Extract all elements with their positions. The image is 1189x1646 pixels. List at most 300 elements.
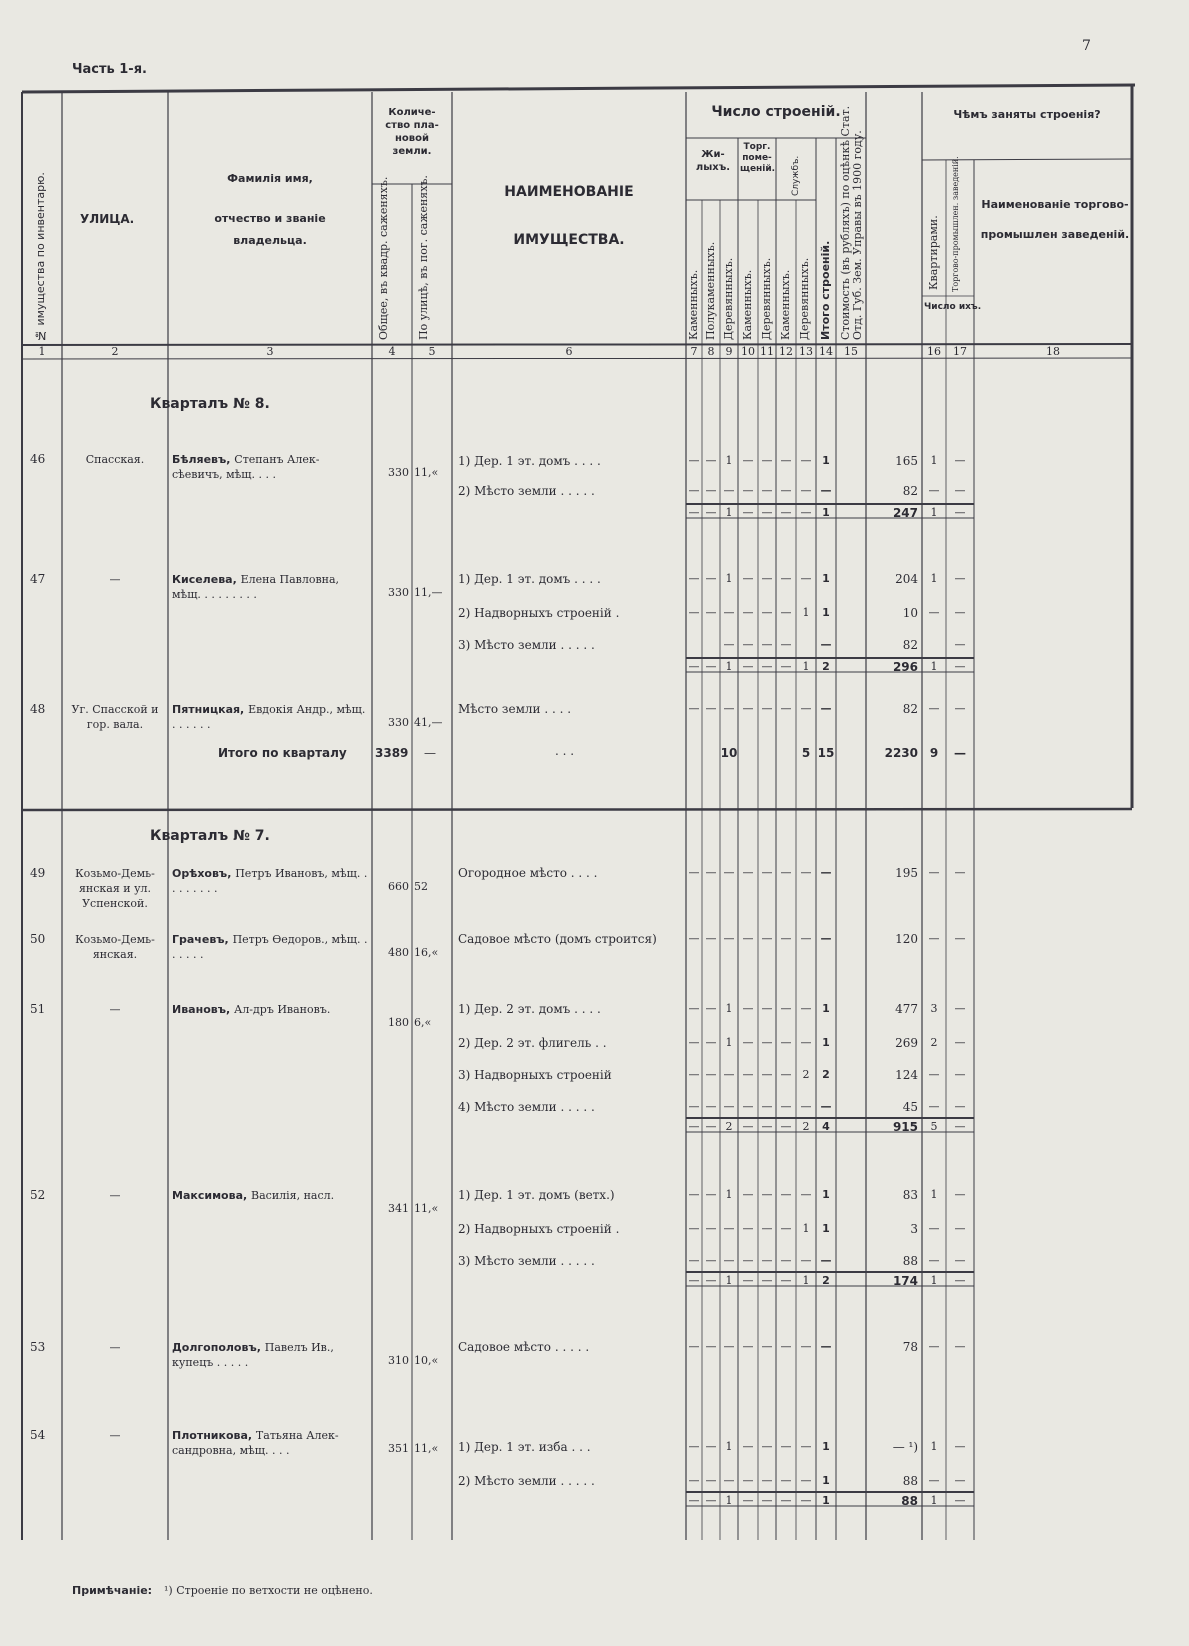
row-property: 3) Надворныхъ строеній	[458, 1068, 612, 1082]
row-count-cell: —	[688, 866, 700, 879]
owner-surname: Максимова,	[172, 1189, 252, 1202]
row-apartments: 1	[930, 1440, 938, 1453]
owner-details: Василія, насл.	[251, 1189, 335, 1202]
row-value: 296	[892, 660, 918, 674]
row-count-cell: —	[688, 702, 700, 715]
row-count-cell: —	[705, 1222, 717, 1235]
row-count-cell: —	[705, 1494, 717, 1507]
row-count-cell: —	[705, 702, 717, 715]
row-value: 165	[895, 454, 918, 468]
row-property: 2) Надворныхъ строеній .	[458, 1222, 620, 1236]
header-trade: Торг. поме-щеній.	[740, 142, 776, 174]
header-residential: Жи-лыхъ.	[695, 149, 731, 173]
entry-land-total: 480	[388, 946, 409, 959]
row-property: 2) Мѣсто земли . . . . .	[458, 1474, 595, 1488]
entry-number: 52	[30, 1188, 46, 1202]
row-property: Садовое мѣсто . . . . .	[458, 1340, 590, 1354]
header-stone-1: Каменныхъ.	[687, 269, 700, 340]
row-count-cell: —	[761, 1474, 773, 1487]
row-enterprises: —	[954, 1494, 966, 1507]
row-count-cell: 1	[822, 606, 830, 619]
row-count-cell: —	[780, 1002, 792, 1015]
row-apartments: 5	[930, 1120, 938, 1133]
header-wooden-3: Деревянныхъ.	[798, 257, 811, 340]
row-enterprises: —	[954, 454, 966, 467]
row-count-cell: —	[705, 866, 717, 879]
header-owner-l3: владельца.	[233, 234, 307, 247]
header-valuation: Стоимость (въ рубляхъ) по оцѣнкѣ Стат. Отд. Губ. Зем. Управы въ 1900 году.	[839, 105, 864, 340]
row-count-cell: —	[705, 660, 717, 673]
entry-land-total: 341	[388, 1202, 409, 1215]
row-count-cell: —	[800, 1340, 812, 1353]
row-property: 1) Дер. 1 эт. домъ . . . .	[458, 454, 601, 468]
row-value: 120	[895, 932, 918, 946]
row-count-cell: —	[800, 454, 812, 467]
row-apartments: 1	[930, 572, 938, 585]
row-count-cell: —	[688, 1222, 700, 1235]
quarter-total-label: Итого по кварталу	[218, 746, 347, 760]
row-count-cell: 1	[725, 506, 733, 519]
row-count-cell: —	[723, 1340, 735, 1353]
row-count-cell: 1	[725, 1188, 733, 1201]
owner-details: Евдокія Андр., мѣщ. . . . . . .	[172, 703, 366, 731]
row-property: 3) Мѣсто земли . . . . .	[458, 638, 595, 652]
column-number: 6	[565, 345, 573, 358]
row-count-cell: —	[705, 1440, 717, 1453]
row-count-cell: —	[705, 1002, 717, 1015]
row-enterprises: —	[954, 1120, 966, 1133]
row-count-cell: —	[688, 1254, 700, 1267]
row-count-cell: —	[761, 1120, 773, 1133]
owner-details: Петръ Ѳедоров., мѣщ. . . . . . .	[172, 933, 368, 961]
row-enterprises: —	[954, 506, 966, 519]
entry-street: —	[109, 1003, 121, 1016]
row-count-cell: —	[761, 1100, 773, 1113]
row-count-cell: —	[742, 1100, 754, 1113]
header-inventory-number: № имущества по инвентарю.	[34, 172, 47, 342]
entry-number: 53	[30, 1340, 46, 1354]
row-count-cell: —	[820, 1340, 832, 1353]
quarter-total-land: 3389	[375, 746, 409, 760]
row-count-cell: —	[688, 1440, 700, 1453]
row-count-cell: —	[820, 932, 832, 945]
row-count-cell: —	[688, 1494, 700, 1507]
owner-surname: Бѣляевъ,	[172, 453, 235, 466]
row-value: 88	[902, 1474, 918, 1488]
row-count-cell: —	[688, 506, 700, 519]
row-count-cell: 1	[725, 1002, 733, 1015]
row-count-cell: —	[761, 1440, 773, 1453]
row-apartments: —	[928, 702, 940, 715]
row-count-cell: —	[761, 606, 773, 619]
entry-street: Козьмо-Демь-янская.	[75, 933, 155, 961]
column-number: 12	[779, 345, 793, 358]
header-land-street: По улицѣ, въ пог. саженяхъ.	[417, 175, 430, 340]
entry-owner	[172, 1188, 368, 1203]
header-wooden-1: Деревянныхъ.	[722, 257, 735, 340]
footnote-label: Примѣчаніе:	[72, 1584, 153, 1597]
row-count-cell: —	[742, 866, 754, 879]
column-number: 14	[819, 345, 833, 358]
row-count-cell: —	[780, 1188, 792, 1201]
column-number: 7	[690, 345, 698, 358]
row-count-cell: —	[742, 484, 754, 497]
row-count-cell: —	[705, 484, 717, 497]
row-value: 204	[895, 572, 918, 586]
row-count-cell: —	[820, 702, 832, 715]
row-apartments: 1	[930, 1274, 938, 1287]
row-count-cell: —	[800, 932, 812, 945]
row-count-cell: —	[761, 1222, 773, 1235]
row-count-cell: —	[800, 1494, 812, 1507]
row-property: Мѣсто земли . . . .	[458, 702, 572, 716]
row-count-cell: —	[742, 638, 754, 651]
row-count-cell: —	[723, 1254, 735, 1267]
row-enterprises: —	[954, 1440, 966, 1453]
entry-land-street: 10,«	[414, 1354, 439, 1367]
row-count-cell: —	[742, 702, 754, 715]
owner-details: Степанъ Алек-сѣевичъ, мѣщ. . . .	[172, 453, 320, 481]
header-property-l2: ИМУЩЕСТВА.	[513, 232, 625, 248]
quarter-8-title: Кварталъ № 8.	[150, 396, 270, 412]
header-stone-3: Каменныхъ.	[779, 269, 792, 340]
row-count-cell: —	[780, 660, 792, 673]
row-enterprises: —	[954, 866, 966, 879]
row-property: 2) Мѣсто земли . . . . .	[458, 484, 595, 498]
header-land-total: Общее, въ квадр. саженяхъ.	[377, 176, 390, 340]
row-count-cell: —	[705, 1100, 717, 1113]
page-number: 7	[1082, 38, 1091, 54]
row-enterprises: —	[954, 638, 966, 651]
row-count-cell: —	[780, 932, 792, 945]
row-count-cell: —	[742, 506, 754, 519]
row-count-cell: —	[723, 1222, 735, 1235]
row-count-cell: —	[761, 1002, 773, 1015]
column-number: 9	[725, 345, 733, 358]
row-enterprises: —	[954, 1188, 966, 1201]
row-count-cell: —	[800, 866, 812, 879]
entry-owner	[172, 1428, 368, 1458]
column-number: 15	[844, 345, 858, 358]
column-number: 2	[111, 345, 119, 358]
row-count-cell: —	[723, 866, 735, 879]
row-apartments: 2	[930, 1036, 938, 1049]
owner-details: Татьяна Алек-сандровна, мѣщ. . . .	[172, 1429, 339, 1457]
row-count-cell: —	[761, 866, 773, 879]
header-wooden-2: Деревянныхъ.	[760, 257, 773, 340]
row-value: 477	[895, 1002, 918, 1016]
row-count-cell: —	[705, 506, 717, 519]
column-number: 1	[38, 345, 46, 358]
row-enterprises: —	[954, 702, 966, 715]
row-enterprises: —	[954, 1036, 966, 1049]
entry-street: —	[109, 573, 121, 586]
row-enterprises: —	[954, 1100, 966, 1113]
row-count-cell: —	[780, 866, 792, 879]
entry-number: 54	[30, 1428, 46, 1442]
row-count-cell: —	[723, 702, 735, 715]
owner-details: Петръ Ивановъ, мѣщ. . . . . . . . .	[172, 867, 368, 895]
row-apartments: 1	[930, 1494, 938, 1507]
row-count-cell: —	[820, 484, 832, 497]
row-count-cell: —	[761, 454, 773, 467]
row-count-cell: —	[780, 506, 792, 519]
row-count-cell: —	[705, 572, 717, 585]
row-value: — ¹)	[892, 1440, 918, 1454]
entry-land-street: 11,«	[414, 1202, 439, 1215]
row-count-cell: —	[688, 1274, 700, 1287]
row-count-cell: —	[705, 1120, 717, 1133]
row-count-cell: —	[742, 1340, 754, 1353]
entry-number: 50	[30, 932, 46, 946]
header-half-stone: Полукаменныхъ.	[704, 241, 717, 340]
row-count-cell: —	[742, 1222, 754, 1235]
row-count-cell: 1	[725, 1440, 733, 1453]
row-count-cell: —	[800, 484, 812, 497]
row-count-cell: —	[723, 606, 735, 619]
row-count-cell: —	[742, 1068, 754, 1081]
row-count-cell: —	[761, 1036, 773, 1049]
entry-street: Козьмо-Демь-янская и ул. Успенской.	[75, 867, 155, 910]
row-enterprises: —	[954, 932, 966, 945]
header-property-l1: НАИМЕНОВАНІЕ	[504, 184, 634, 200]
row-count-cell: —	[705, 1188, 717, 1201]
row-count-cell: —	[688, 1340, 700, 1353]
row-count-cell: —	[761, 484, 773, 497]
row-count-cell: 1	[725, 660, 733, 673]
header-enterprise-names: Наименованіе торгово-промышлен заведеній.	[980, 198, 1130, 241]
row-count-cell: —	[761, 1188, 773, 1201]
row-value: 247	[892, 506, 918, 520]
row-count-cell: 1	[822, 572, 830, 585]
row-count-cell: —	[761, 702, 773, 715]
entry-owner	[172, 572, 368, 602]
header-service: Службъ.	[791, 155, 801, 196]
row-count-cell: —	[780, 572, 792, 585]
row-count-cell: 1	[725, 1274, 733, 1287]
row-count-cell: —	[742, 1494, 754, 1507]
row-count-cell: —	[742, 1440, 754, 1453]
owner-details: Ал-дръ Ивановъ.	[233, 1003, 331, 1016]
row-count-cell: —	[742, 1474, 754, 1487]
row-count-cell: 1	[822, 1188, 830, 1201]
row-apartments: —	[928, 1100, 940, 1113]
entry-street: Уг. Спасской и гор. вала.	[71, 703, 159, 731]
row-count-cell: —	[742, 1002, 754, 1015]
owner-surname: Киселева,	[172, 573, 241, 586]
column-number: 16	[927, 345, 941, 358]
quarter-total-wooden: 10	[720, 746, 738, 760]
row-value: 915	[892, 1120, 918, 1134]
row-count-cell: —	[742, 1274, 754, 1287]
row-count-cell: —	[780, 1222, 792, 1235]
header-stone-2: Каменныхъ.	[741, 269, 754, 340]
page-label: Часть 1-я.	[72, 62, 147, 77]
row-count-cell: —	[761, 572, 773, 585]
row-count-cell: —	[742, 660, 754, 673]
quarter-total-apartments: 9	[929, 746, 939, 760]
row-count-cell: —	[688, 1100, 700, 1113]
entry-owner	[172, 702, 368, 732]
row-enterprises: —	[954, 1474, 966, 1487]
row-count-cell: —	[723, 484, 735, 497]
header-total-buildings: Итого строеній.	[819, 240, 832, 340]
row-count-cell: 1	[822, 1002, 830, 1015]
row-count-cell: —	[705, 1068, 717, 1081]
row-count-cell: —	[780, 1440, 792, 1453]
row-count-cell: —	[780, 606, 792, 619]
column-number: 17	[953, 345, 967, 358]
row-count-cell: —	[705, 1274, 717, 1287]
entry-owner	[172, 1002, 368, 1017]
entry-land-street: 41,—	[414, 716, 443, 729]
row-count-cell: —	[761, 638, 773, 651]
row-count-cell: —	[688, 454, 700, 467]
row-value: 82	[902, 702, 918, 716]
row-count-cell: —	[688, 1188, 700, 1201]
row-count-cell: —	[761, 660, 773, 673]
row-count-cell: 1	[822, 454, 830, 467]
row-count-cell: —	[723, 1068, 735, 1081]
row-count-cell: —	[688, 1120, 700, 1133]
entry-number: 49	[30, 866, 46, 880]
row-value: 82	[902, 638, 918, 652]
row-count-cell: —	[820, 638, 832, 651]
entry-number: 48	[30, 702, 46, 716]
quarter-total-value: 2230	[884, 746, 918, 760]
row-count-cell: —	[688, 932, 700, 945]
row-enterprises: —	[954, 1274, 966, 1287]
row-property: 1) Дер. 1 эт. домъ (ветх.)	[458, 1188, 615, 1202]
row-count-cell: —	[705, 1254, 717, 1267]
entry-street: Спасская.	[85, 453, 145, 466]
column-number: 5	[428, 345, 436, 358]
row-value: 269	[895, 1036, 918, 1050]
row-property: 1) Дер. 2 эт. домъ . . . .	[458, 1002, 601, 1016]
row-count-cell: —	[761, 506, 773, 519]
row-count-cell: —	[688, 606, 700, 619]
quarter-total-dash: —	[424, 746, 436, 760]
row-apartments: —	[928, 606, 940, 619]
row-count-cell: —	[780, 484, 792, 497]
row-count-cell: 2	[802, 1120, 810, 1133]
row-count-cell: 2	[822, 1068, 830, 1081]
entry-number: 46	[30, 452, 46, 466]
row-count-cell: —	[688, 1002, 700, 1015]
row-count-cell: 1	[822, 1474, 830, 1487]
header-land-group: Количе-ство пла-новой земли.	[385, 107, 439, 157]
row-count-cell: —	[820, 1100, 832, 1113]
row-property: 1) Дер. 1 эт. домъ . . . .	[458, 572, 601, 586]
entry-street: —	[109, 1189, 121, 1202]
column-number: 4	[388, 345, 396, 358]
row-property: Садовое мѣсто (домъ строится)	[458, 932, 657, 946]
row-count-cell: —	[780, 1068, 792, 1081]
row-count-cell: 1	[822, 506, 830, 519]
row-count-cell: —	[723, 1100, 735, 1113]
row-count-cell: —	[705, 1340, 717, 1353]
row-value: 45	[902, 1100, 918, 1114]
row-count-cell: 1	[725, 572, 733, 585]
row-count-cell: —	[742, 606, 754, 619]
entry-land-total: 351	[388, 1442, 409, 1455]
row-apartments: 1	[930, 506, 938, 519]
entry-land-total: 330	[388, 716, 409, 729]
owner-surname: Ивановъ,	[172, 1003, 234, 1016]
entry-land-street: 11,«	[414, 466, 439, 479]
row-value: 83	[902, 1188, 918, 1202]
row-count-cell: 1	[725, 1494, 733, 1507]
row-enterprises: —	[954, 572, 966, 585]
row-count-cell: —	[705, 606, 717, 619]
row-enterprises: —	[954, 1222, 966, 1235]
column-number: 8	[707, 345, 715, 358]
row-count-cell: —	[761, 932, 773, 945]
row-value: 124	[895, 1068, 918, 1082]
row-value: 3	[910, 1222, 918, 1236]
row-count-cell: 2	[822, 1274, 830, 1287]
entry-land-total: 310	[388, 1354, 409, 1367]
row-value: 10	[902, 606, 918, 620]
entry-number: 47	[30, 572, 46, 586]
row-apartments: 1	[930, 660, 938, 673]
row-apartments: 1	[930, 1188, 938, 1201]
entry-number: 51	[30, 1002, 46, 1016]
quarter-total-enterprises: —	[954, 746, 966, 760]
row-property: 1) Дер. 1 эт. изба . . .	[458, 1440, 591, 1454]
row-enterprises: —	[954, 484, 966, 497]
row-count-cell: 1	[802, 1222, 810, 1235]
row-count-cell: 1	[822, 1440, 830, 1453]
row-count-cell: —	[742, 1120, 754, 1133]
row-count-cell: —	[761, 1254, 773, 1267]
entry-land-street: 11,—	[414, 586, 443, 599]
row-property: Огородное мѣсто . . . .	[458, 866, 598, 880]
row-count-cell: —	[742, 572, 754, 585]
column-number: 11	[760, 345, 774, 358]
row-count-cell: —	[761, 1340, 773, 1353]
row-count-cell: —	[723, 932, 735, 945]
row-value: 82	[902, 484, 918, 498]
header-count: Число ихъ.	[924, 302, 982, 312]
row-value: 78	[902, 1340, 918, 1354]
row-enterprises: —	[954, 1340, 966, 1353]
entry-owner	[172, 932, 368, 962]
row-count-cell: —	[820, 1254, 832, 1267]
entry-owner	[172, 452, 368, 482]
header-owner-l2: отчество и званіе	[214, 212, 326, 225]
row-count-cell: —	[780, 1036, 792, 1049]
quarter-total-dots: . . .	[555, 744, 575, 758]
header-street: УЛИЦА.	[80, 212, 135, 226]
row-count-cell: —	[780, 638, 792, 651]
row-count-cell: —	[761, 1068, 773, 1081]
owner-surname: Орѣховъ,	[172, 867, 236, 880]
row-apartments: —	[928, 932, 940, 945]
row-apartments: —	[928, 1340, 940, 1353]
row-enterprises: —	[954, 660, 966, 673]
row-value: 88	[902, 1254, 918, 1268]
row-count-cell: —	[688, 1474, 700, 1487]
owner-details: Елена Павловна, мѣщ. . . . . . . . .	[172, 573, 340, 601]
row-count-cell: —	[800, 1254, 812, 1267]
row-count-cell: —	[780, 1120, 792, 1133]
row-apartments: —	[928, 866, 940, 879]
row-value: 174	[892, 1274, 918, 1288]
footnote-text: ¹) Строеніе по ветхости не оцѣнено.	[164, 1584, 373, 1597]
owner-surname: Пятницкая,	[172, 703, 249, 716]
column-number: 13	[799, 345, 813, 358]
